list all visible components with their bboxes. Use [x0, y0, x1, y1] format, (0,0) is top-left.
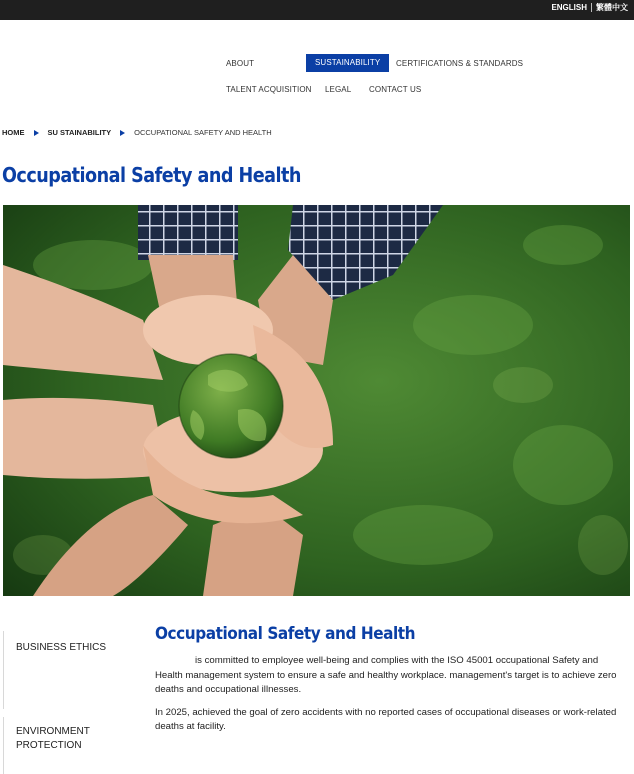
breadcrumb-current: OCCUPATIONAL SAFETY AND HEALTH [134, 128, 272, 137]
content-paragraph: In 2025, achieved the goal of zero accidents with no reported cases of occupational diseases or work-related deaths at facility. [155, 706, 617, 733]
lang-english-link[interactable]: ENGLISH [551, 3, 587, 12]
main-content [155, 624, 620, 743]
nav-contact-us[interactable]: CONTACT US [369, 85, 422, 94]
content-paragraph: is committed to employee well-being and complies with the ISO 45001 occupational Safety and Health management system to ensure a safe and healthy workplace. management's target is to achieve zero deaths and occupational illnesses. [155, 655, 617, 696]
breadcrumb [2, 128, 272, 137]
breadcrumb-arrow-icon [34, 130, 39, 136]
top-bar [0, 0, 634, 20]
language-switcher [551, 2, 628, 13]
section-title: Occupational Safety and Health [155, 624, 416, 644]
nav-legal[interactable]: LEGAL [325, 85, 352, 94]
hands-holding-globe-image [3, 205, 630, 596]
nav-about[interactable]: ABOUT [226, 59, 255, 68]
page-title: Occupational Safety and Health [2, 163, 301, 187]
lang-chinese-link[interactable]: 繁體中文 [596, 3, 628, 12]
nav-sustainability[interactable]: SUSTAINABILITY [306, 54, 389, 72]
lang-divider [591, 3, 592, 12]
breadcrumb-sustainability[interactable]: SU STAINABILITY [47, 128, 112, 137]
breadcrumb-arrow-icon [120, 130, 125, 136]
sidebar-item-business-ethics[interactable]: BUSINESS ETHICS [3, 631, 137, 709]
sidebar-item-environment-protection[interactable]: ENVIRONMENT PROTECTION [3, 717, 137, 774]
nav-talent-acquisition[interactable]: TALENT ACQUISITION [226, 85, 312, 94]
hero-image [3, 205, 630, 596]
nav-certifications[interactable]: CERTIFICATIONS & STANDARDS [396, 59, 524, 68]
breadcrumb-home[interactable]: HOME [2, 128, 25, 137]
